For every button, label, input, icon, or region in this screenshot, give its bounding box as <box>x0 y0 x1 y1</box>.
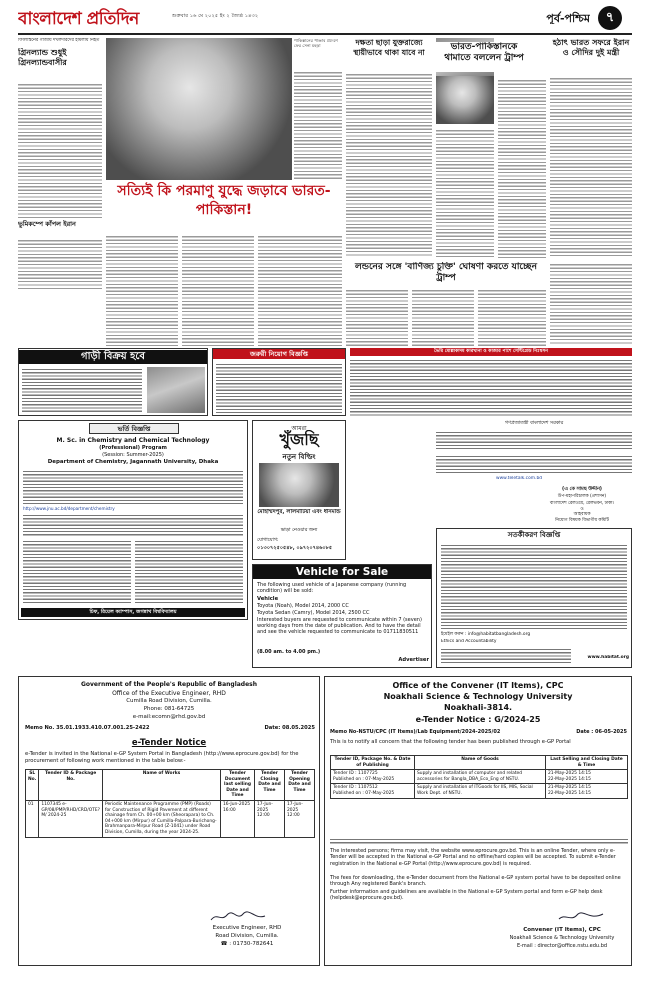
rhd-notice-title: e-Tender Notice <box>131 738 207 748</box>
article-text <box>346 72 432 258</box>
published-on: Published on : 07-May-2025 <box>333 790 395 796</box>
close-date: 22-May-2025 14:15 <box>548 790 591 796</box>
col-id: Tender ID & Package No. <box>39 770 103 801</box>
admission-department: Department of Chemistry, Jagannath University, Dhaka <box>47 459 219 465</box>
small-headline: ফিলিস্তিনের গাজায় দখলদারদের হামলায় নিহত <box>18 38 100 43</box>
cell-sl: 01 <box>26 800 39 837</box>
govt-notice: গণপ্রজাতন্ত্রী বাংলাদেশ সরকার <box>504 421 564 426</box>
col-close: Tender Closing Date and Time <box>255 770 285 801</box>
article-text <box>436 128 494 258</box>
vehicle-line3: Interested buyers are requested to communicate within 7 (seven) working days from the date of publication. And to have the detail and see the vehicle requested to communicate to 01711830511 <box>257 617 422 635</box>
col-id: Tender ID, Package No. & Date of Publishing <box>331 756 415 770</box>
teletalk-link[interactable]: www.teletalk.com.bd <box>496 476 543 481</box>
nstu-signer: Convener (IT Items), CPC <box>523 927 601 933</box>
photo-caption <box>294 38 342 180</box>
cell-dates <box>546 770 628 784</box>
admission-footer: চিফ, রিয়েল ক্যাম্পাস, জগন্নাথ বিশ্ববিদ্যালয় <box>21 608 245 617</box>
newspaper-logo: বাংলাদেশ প্রতিদিন <box>18 9 139 29</box>
vehicle-advertiser: Advertiser <box>398 657 429 663</box>
khujchi-phone-label: যোগাযোগ: <box>257 538 279 543</box>
cell-close: 17-Jun-2025 12:00 <box>255 800 285 837</box>
right-column <box>550 38 632 258</box>
nstu-footer3: Further information and guidelines are available in the National e-GP System portal and form e-GP help desk (helpdesk@eprocure.gov.bd). <box>330 889 603 902</box>
lead-col-c <box>258 234 342 346</box>
uk-headline: দক্ষতা ছাড়া যুক্তরাজ্যে স্থায়ীভাবে থাকা যাবে না <box>353 38 425 57</box>
article-text <box>412 288 474 346</box>
published-on: Published on : 07-May-2025 <box>333 776 395 782</box>
warning-title: সতর্কীকরণ বিজ্ঞপ্তি <box>507 531 561 539</box>
vehicle-intro: The following used vehicle of a Japanese company (running condition) will be sold: <box>257 582 407 594</box>
nstu-signer2: Noakhali Science & Technology University <box>509 935 615 941</box>
tender-id: Tender ID : 1107725 <box>333 771 378 777</box>
table-row <box>331 770 628 784</box>
iran-saudi-headline: হঠাৎ ভারত সফরে ইরান ও সৌদির দুই মন্ত্রী <box>552 38 630 57</box>
caption-text: পাকিস্তানের পাঞ্জাব প্রদেশে ফের সেনা মহড়া <box>294 38 338 49</box>
lead-col-a <box>106 234 178 346</box>
iran-headline: ভুমিকম্পে কাঁপল ইরান <box>18 220 76 228</box>
close-date: 22-May-2025 14:15 <box>548 776 591 782</box>
warning-text <box>441 543 627 629</box>
admission-text <box>23 469 243 505</box>
greenland-headline-text: গ্রিনল্যান্ড শুধুই গ্রিনল্যান্ডবাসীর <box>18 48 67 67</box>
admission-notice <box>18 420 248 620</box>
admission-title: M. Sc. in Chemistry and Chemical Technology <box>56 437 210 444</box>
building-wanted-ad <box>252 420 346 560</box>
article-text <box>478 288 546 346</box>
col-doc: Tender Document last selling Date and Time <box>221 770 255 801</box>
railway-text <box>436 430 632 450</box>
khujchi-title: খুঁজছি <box>279 430 319 449</box>
col-work: Name of Works <box>102 770 220 801</box>
khujchi-phone: ০১৩০৭২৫০৫৪৮, ০৯৭২০৭৪৬০৮৫ <box>257 545 333 551</box>
nstu-body: This is to notify all concern that the following tender has been published through e-GP Portal <box>330 739 571 745</box>
col-open: Tender Opening Date and Time <box>285 770 315 801</box>
rhd-email[interactable]: e-mail:ecomn@rhd.gov.bd <box>132 714 206 720</box>
rhd-division: Cumilla Road Division, Cumilla. <box>126 698 212 704</box>
railway-signer-copy: ও <box>580 507 584 512</box>
table-row <box>331 784 628 798</box>
london-trade-story <box>346 262 546 346</box>
page-number-badge: ৭ <box>598 6 622 30</box>
car-sale-title: গাড়ী বিক্রয় হবে <box>19 350 207 364</box>
cell-dates <box>546 784 628 798</box>
nstu-city: Noakhali-3814. <box>443 703 513 712</box>
uk-story <box>346 38 432 258</box>
rhd-signature <box>209 909 269 923</box>
job-notice-text <box>216 362 342 414</box>
issue-date: শুক্রবার ১৬ মে ২০২৫ ইং ২ জ্যৈষ্ঠ ১৪৩২ <box>172 13 259 19</box>
london-headline: লন্ডনের সঙ্গে 'বাণিজ্য চুক্তি' ঘোষণা করতে যাচ্ছেন ট্রাম্প <box>355 262 537 283</box>
lead-col-b <box>182 234 254 346</box>
rhd-signer-phone: ☎ : 01730-782641 <box>220 941 274 947</box>
admission-tab: ভর্তি বিজ্ঞপ্তি <box>89 423 179 434</box>
nstu-uni: Noakhali Science & Technology University <box>383 692 573 701</box>
rhd-gov: Government of the People's Republic of Bangladesh <box>80 681 258 688</box>
masthead <box>0 0 650 40</box>
railway-signer-copy2: আহবায়ক <box>573 512 591 517</box>
vehicle-hours: (8.00 am. to 4.00 pm.) <box>257 649 321 655</box>
cell-doc: 16-Jun-2025 16:00 <box>221 800 255 837</box>
left-column-top <box>18 38 102 218</box>
article-text <box>346 288 408 346</box>
nstu-signature <box>557 909 607 923</box>
nstu-signer-email[interactable]: E-mail : director@office.nstu.edu.bd <box>516 943 608 949</box>
vehicle-label: Vehicle <box>257 596 279 602</box>
cell-id <box>331 770 415 784</box>
car-list <box>22 367 142 413</box>
iran-quake-story <box>18 220 102 290</box>
warning-text-2 <box>441 647 571 663</box>
nstu-tender-notice <box>324 676 632 966</box>
railway-signer-copy3: নিয়োগ বিষয়ক বিভাগীয় কমিটি <box>555 518 609 523</box>
rhd-table-wrap <box>25 769 315 869</box>
vehicle-line1: Toyota (Noah), Model 2014, 2000 CC <box>257 603 349 609</box>
rhd-body: e-Tender is invited in the National e-GP System Portal in Bangladesh (http://www.eprocure.gov.bd) for the procurement of following work mentioned in the table below:- <box>25 751 299 764</box>
nstu-office: Office of the Convener (IT Items), CPC <box>392 681 564 690</box>
red-strip: ভৈরি মোল্লাকাদম কারখানা ও কাজার পাশে সেন্টিগ্রেড নিঃশ্বসন <box>350 348 632 356</box>
nstu-table-wrap <box>330 755 628 843</box>
railway-text-2 <box>436 454 632 474</box>
sell-date: 21-May-2025 14:15 <box>548 785 591 791</box>
vehicle-sale-ad-box <box>252 564 432 668</box>
rhd-date: Date: 08.05.2025 <box>264 725 315 731</box>
col-goods: Name of Goods <box>415 756 546 770</box>
car-photo <box>147 367 205 413</box>
railway-signer-office: বাংলাদেশ রেলওয়ে, রেলভবন, ঢাকা। <box>549 501 615 506</box>
article-text <box>550 262 632 346</box>
nstu-tender-table <box>330 755 628 799</box>
trump-portrait <box>436 76 494 124</box>
lead-photo <box>106 38 292 180</box>
admission-list-b <box>135 539 243 605</box>
article-text <box>18 82 102 218</box>
nstu-date: Date : 06-05-2025 <box>576 729 627 735</box>
railway-signer-name: (এ কে সামছ উদ্দীন) <box>562 487 602 492</box>
admission-list-a <box>23 539 131 605</box>
greenland-headline <box>18 48 102 78</box>
rhd-signer2: Road Division, Cumilla. <box>215 933 279 939</box>
article-text <box>18 238 102 290</box>
car-sale-ad <box>18 348 208 416</box>
habitat-website[interactable]: www.habitat.org <box>587 655 629 660</box>
lead-headline: সত্যিই কি পরমাণু যুদ্ধে জড়াবে ভারত-পাকিস্তান! <box>117 183 331 218</box>
khujchi-area2: ভাড়া নেওয়ার জন্য <box>280 528 318 533</box>
strip-text <box>350 358 632 416</box>
article-text <box>550 76 632 258</box>
warning-email[interactable]: ইমেইল করুন : info@habitatbangladesh.org <box>441 632 531 637</box>
cell-open: 17-Jun-2025 12:00 <box>285 800 315 837</box>
building-photo <box>259 463 339 507</box>
col-dates: Last Selling and Closing Date & Time <box>546 756 628 770</box>
khujchi-sub: নতুন বিল্ডিং <box>282 453 316 461</box>
habitat-warning <box>436 528 632 668</box>
cell-work: Periodic Maintenance Programme (PMP) (Roads) for Construction of Rigid Pavement at different chainage from Ch. 00+00 km (Sheorapara) to Ch. 04+000 km (Mirpur) of Cumilla-Palpara-Burichong-Brahmanpara-Mirpur Road (Z-1041) under Road Division, Cumilla, during the year 2024-25. <box>102 800 220 837</box>
tender-id: Tender ID : 1107512 <box>333 785 378 791</box>
col-sl: SL No. <box>26 770 39 801</box>
cell-id <box>331 784 415 798</box>
caption-lines <box>294 70 342 180</box>
cell-goods: Supply and installation of ITGoods for IIS, MIS, Social Work Dept. of NSTU. <box>415 784 546 798</box>
rhd-tender-notice <box>18 676 320 966</box>
masthead-rule <box>18 33 632 35</box>
railway-notice <box>436 420 632 524</box>
admission-website[interactable]: http://www.jnu.ac.bd/department/chemistry <box>23 506 115 511</box>
table-row <box>26 800 315 837</box>
rhd-tender-table <box>25 769 315 838</box>
vehicle-line2: Toyota Sedan (Camry), Model 2014, 2500 CC <box>257 610 370 616</box>
admission-text-2 <box>23 513 243 537</box>
rhd-phone: Phone: 081-64725 <box>143 706 195 712</box>
cell-id: 1107345 e-GP/08/PMP/RHD/CRD/OTE?M/ 2024-25 <box>39 800 103 837</box>
rhd-memo: Memo No. 35.01.1933.410.07.001.25-2422 <box>25 725 150 731</box>
nstu-footer2: The fees for downloading, the e-Tender document from the National e-GP system portal have to be deposited online through Any registered Bank's branch. <box>330 875 621 888</box>
trump-headline: ভারত-পাকিস্তানকে থামাতে বললেন ট্রাম্প <box>436 42 532 72</box>
nstu-notice-title: e-Tender Notice : G/2024-25 <box>415 715 541 724</box>
rhd-signer: Executive Engineer, RHD <box>212 925 282 931</box>
railway-signer-title: উপ-মহাপরিচালক (প্রশাসন) <box>557 494 607 499</box>
khujchi-area: মোহাম্মদপুর, লালমাটিয়া এবং ধানমন্ডি <box>257 509 341 515</box>
job-notice-title: জরুরী নিয়োগ বিজ্ঞপ্তি <box>213 349 345 359</box>
article-text <box>498 78 546 258</box>
rhd-office: Office of the Executive Engineer, RHD <box>112 690 226 697</box>
section-title: পূর্ব-পশ্চিম <box>546 12 590 24</box>
admission-subtitle: (Professional) Program <box>99 445 167 451</box>
warning-ethics: Ethics and Accountability <box>441 639 497 644</box>
nstu-bangla-note <box>330 837 628 845</box>
cell-goods: Supply and installation of computer and related accessories for Bangla_DBA_Eco_Eng of NSTU. <box>415 770 546 784</box>
vehicle-title: Vehicle for Sale <box>253 565 431 579</box>
job-notice-ad <box>212 348 346 416</box>
khujchi-top: আমরা <box>291 425 307 431</box>
sell-date: 21-May-2025 14:15 <box>548 771 591 777</box>
nstu-memo: Memo No-NSTU/CPC (IT Items)/Lab Equipment/2024-2025/02 <box>330 729 501 735</box>
nstu-footer1: The interested persons; firms may visit, the website www.eprocure.gov.bd. This is an online Tender, where only e-Tender will be accepted in the National e-GP Portal and no offline/hard copies will be accepted. To submit e-Tender registration in the National e-GP Portal (http://www.eprocure.gov.bd) is required. <box>330 848 616 867</box>
admission-session: (Session: Summer-2025) <box>102 452 164 458</box>
